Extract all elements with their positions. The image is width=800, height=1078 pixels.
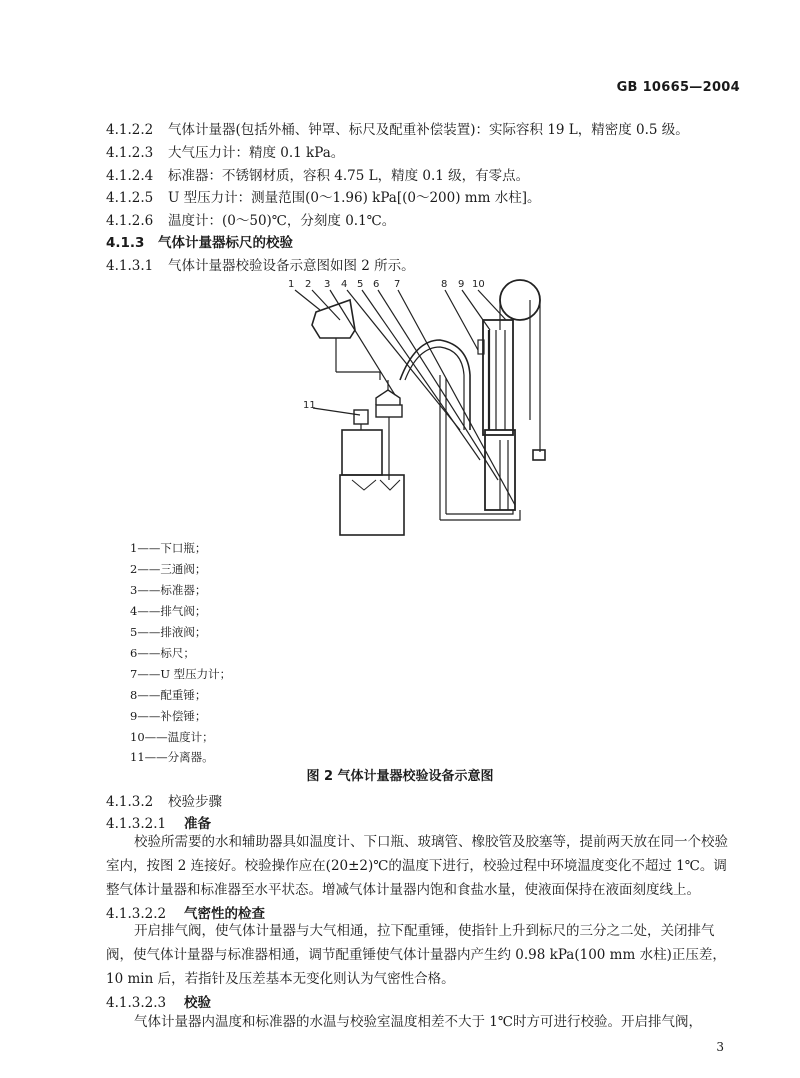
label-5: 5 <box>357 279 364 290</box>
page-number: 3 <box>716 1040 724 1054</box>
section-heading-4132: 4.1.3.2 校验步骤 <box>106 794 222 810</box>
legend-item: 5——排液阀； <box>130 625 207 639</box>
item-4124: 4.1.2.4 标准器：不锈钢材质，容积 4.75 L，精度 0.1 级，有零点。 <box>106 168 530 184</box>
legend-item: 3——标准器； <box>130 583 207 597</box>
label-10: 10 <box>472 279 485 290</box>
item-4123: 4.1.2.3 大气压力计：精度 0.1 kPa。 <box>106 145 345 161</box>
section-heading-413: 4.1.3 气体计量器标尺的校验 <box>106 235 293 251</box>
section-heading-41321: 4.1.3.2.1 准备 <box>106 816 211 832</box>
label-2: 2 <box>305 279 312 290</box>
legend-item: 11——分离器。 <box>130 750 214 764</box>
section-heading-41322: 4.1.3.2.2 气密性的检查 <box>106 906 265 922</box>
label-7: 7 <box>394 279 401 290</box>
label-6: 6 <box>373 279 380 290</box>
legend-item: 1——下口瓶； <box>130 541 207 555</box>
paragraph-check: 气体计量器内温度和标准器的水温与校验室温度相差不大于 1℃时方可进行校验。开启排气阀， <box>134 1014 702 1030</box>
item-4122: 4.1.2.2 气体计量器(包括外桶、钟罩、标尺及配重补偿装置)：实际容积 19 L，精密度 0.5 级。 <box>106 122 689 138</box>
standard-number: GB 10665—2004 <box>616 80 740 95</box>
legend-item: 6——标尺； <box>130 646 195 660</box>
label-4: 4 <box>341 279 348 290</box>
figure-caption: 图 2 气体计量器校验设备示意图 <box>306 769 494 784</box>
paragraph-prep: 校验所需要的水和辅助器具如温度计、下口瓶、玻璃管、橡胶管及胶塞等，提前两天放在同一个校验室内，按图 2 连接好。校验操作应在(20±2)℃的温度下进行，校验过程中环境温度变化不超过 1℃。调整气体计量器和标准器至水平状态。增减气体计量器内饱和食盐水量，使液面保持在液面刻度线上。 <box>106 834 728 898</box>
label-3: 3 <box>324 279 331 290</box>
item-4126: 4.1.2.6 温度计：(0～50)℃，分刻度 0.1℃。 <box>106 213 396 229</box>
item-4125: 4.1.2.5 U 型压力计：测量范围(0～1.96) kPa[(0～200) mm 水柱]。 <box>106 190 541 206</box>
legend-item: 2——三通阀； <box>130 562 207 576</box>
label-11: 11 <box>303 400 316 411</box>
label-9: 9 <box>458 279 465 290</box>
legend-item: 10——温度计； <box>130 730 214 744</box>
legend-item: 4——排气阀； <box>130 604 207 618</box>
section-heading-41323: 4.1.3.2.3 校验 <box>106 995 211 1011</box>
legend-item: 8——配重锤； <box>130 688 207 702</box>
label-8: 8 <box>441 279 448 290</box>
label-1: 1 <box>288 279 295 290</box>
paragraph-seal: 开启排气阀，使气体计量器与大气相通，拉下配重锤，使指针上升到标尺的三分之二处，关闭排气阀，使气体计量器与标准器相通，调节配重锤使气体计量器内产生约 0.98 kPa(100 mm 水柱)正压差，10 min 后，若指针及压差基本无变化则认为气密性合格。 <box>106 923 726 987</box>
legend-item: 9——补偿锤； <box>130 709 207 723</box>
item-4131: 4.1.3.1 气体计量器校验设备示意图如图 2 所示。 <box>106 258 415 274</box>
legend-item: 7——U 型压力计； <box>130 667 232 681</box>
